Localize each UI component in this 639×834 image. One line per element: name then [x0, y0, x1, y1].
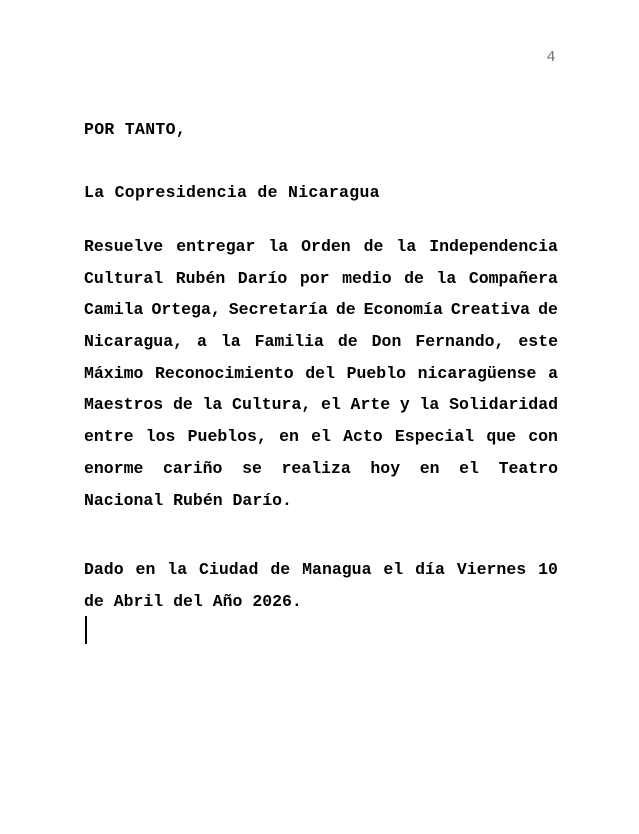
- page-number: 4: [546, 49, 556, 66]
- word: Nicaragua,: [84, 332, 184, 352]
- word: Cultura,: [232, 395, 312, 415]
- word: día: [415, 560, 445, 579]
- word: en: [135, 560, 156, 579]
- word: el: [321, 395, 341, 415]
- text-line[interactable]: [84, 554, 558, 586]
- word: la: [436, 268, 457, 288]
- word: Ciudad: [199, 560, 259, 579]
- word: realiza: [281, 458, 351, 478]
- word: con: [528, 427, 558, 447]
- word: la: [268, 237, 289, 256]
- word: Darío: [237, 268, 288, 288]
- word: la: [167, 560, 188, 579]
- word: de: [538, 300, 558, 320]
- text-line[interactable]: [84, 389, 558, 421]
- word: Don: [371, 332, 402, 352]
- word: Economía: [363, 300, 443, 320]
- word: Familia: [254, 332, 324, 352]
- word: y: [399, 395, 410, 415]
- text-line[interactable]: [84, 453, 558, 485]
- word: cariño: [163, 458, 223, 478]
- word: en: [279, 427, 299, 447]
- text-line[interactable]: [84, 358, 558, 390]
- word: Reconocimiento: [155, 363, 294, 383]
- heading-por-tanto[interactable]: POR TANTO,: [84, 120, 187, 139]
- word: Máximo: [84, 363, 144, 383]
- word: Independencia: [429, 237, 558, 256]
- word: en: [419, 458, 440, 478]
- word: Orden: [301, 237, 351, 256]
- text-line[interactable]: de Abril del Año 2026.: [84, 591, 302, 611]
- word: entre: [84, 427, 134, 447]
- word: el: [459, 458, 479, 478]
- word: Secretaría: [228, 300, 328, 320]
- text-line[interactable]: [84, 421, 558, 453]
- word: de: [404, 268, 424, 288]
- word: Rubén: [175, 268, 226, 288]
- word: 10: [538, 560, 558, 579]
- word: Pueblos,: [187, 427, 267, 447]
- word: Compañera: [468, 268, 558, 288]
- text-line[interactable]: [84, 326, 558, 358]
- word: Arte: [350, 395, 391, 415]
- word: este: [518, 332, 558, 352]
- body-paragraph[interactable]: [84, 231, 558, 516]
- word: Acto: [343, 427, 383, 447]
- word: la: [202, 395, 223, 415]
- text-line[interactable]: [84, 231, 558, 263]
- word: Managua: [302, 560, 372, 579]
- word: la: [419, 395, 440, 415]
- word: Fernando,: [415, 332, 505, 352]
- word: los: [145, 427, 176, 447]
- word: Maestros: [84, 395, 164, 415]
- word: nicaragüense: [417, 363, 537, 383]
- word: a: [548, 363, 558, 383]
- text-line[interactable]: [84, 263, 558, 295]
- word: hoy: [370, 458, 401, 478]
- word: de: [337, 332, 358, 352]
- word: Resuelve: [84, 237, 164, 256]
- text-cursor: [85, 616, 87, 644]
- word: por: [299, 268, 330, 288]
- word: enorme: [84, 458, 144, 478]
- word: el: [311, 427, 331, 447]
- word: que: [486, 427, 517, 447]
- text-line[interactable]: [84, 294, 558, 326]
- word: se: [242, 458, 262, 478]
- word: medio: [342, 268, 392, 288]
- word: Especial: [394, 427, 475, 447]
- word: entregar: [176, 237, 256, 256]
- word: Dado: [84, 560, 124, 579]
- subheading-copresidencia[interactable]: La Copresidencia de Nicaragua: [84, 183, 380, 202]
- word: Solidaridad: [449, 395, 558, 415]
- word: Viernes: [456, 560, 527, 579]
- word: Cultural: [84, 268, 164, 288]
- word: del: [305, 363, 335, 383]
- word: de: [363, 237, 384, 256]
- word: Creativa: [450, 300, 531, 320]
- word: de: [270, 560, 291, 579]
- word: Teatro: [498, 458, 558, 478]
- closing-paragraph[interactable]: [84, 554, 558, 617]
- word: de: [335, 300, 356, 320]
- word: la: [220, 332, 241, 352]
- word: Pueblo: [346, 363, 407, 383]
- word: Ortega,: [151, 300, 221, 320]
- word: el: [383, 560, 404, 579]
- word: a: [196, 332, 207, 352]
- text-line[interactable]: Nacional Rubén Darío.: [84, 490, 292, 510]
- word: la: [396, 237, 417, 256]
- word: de: [172, 395, 193, 415]
- word: Camila: [84, 300, 144, 320]
